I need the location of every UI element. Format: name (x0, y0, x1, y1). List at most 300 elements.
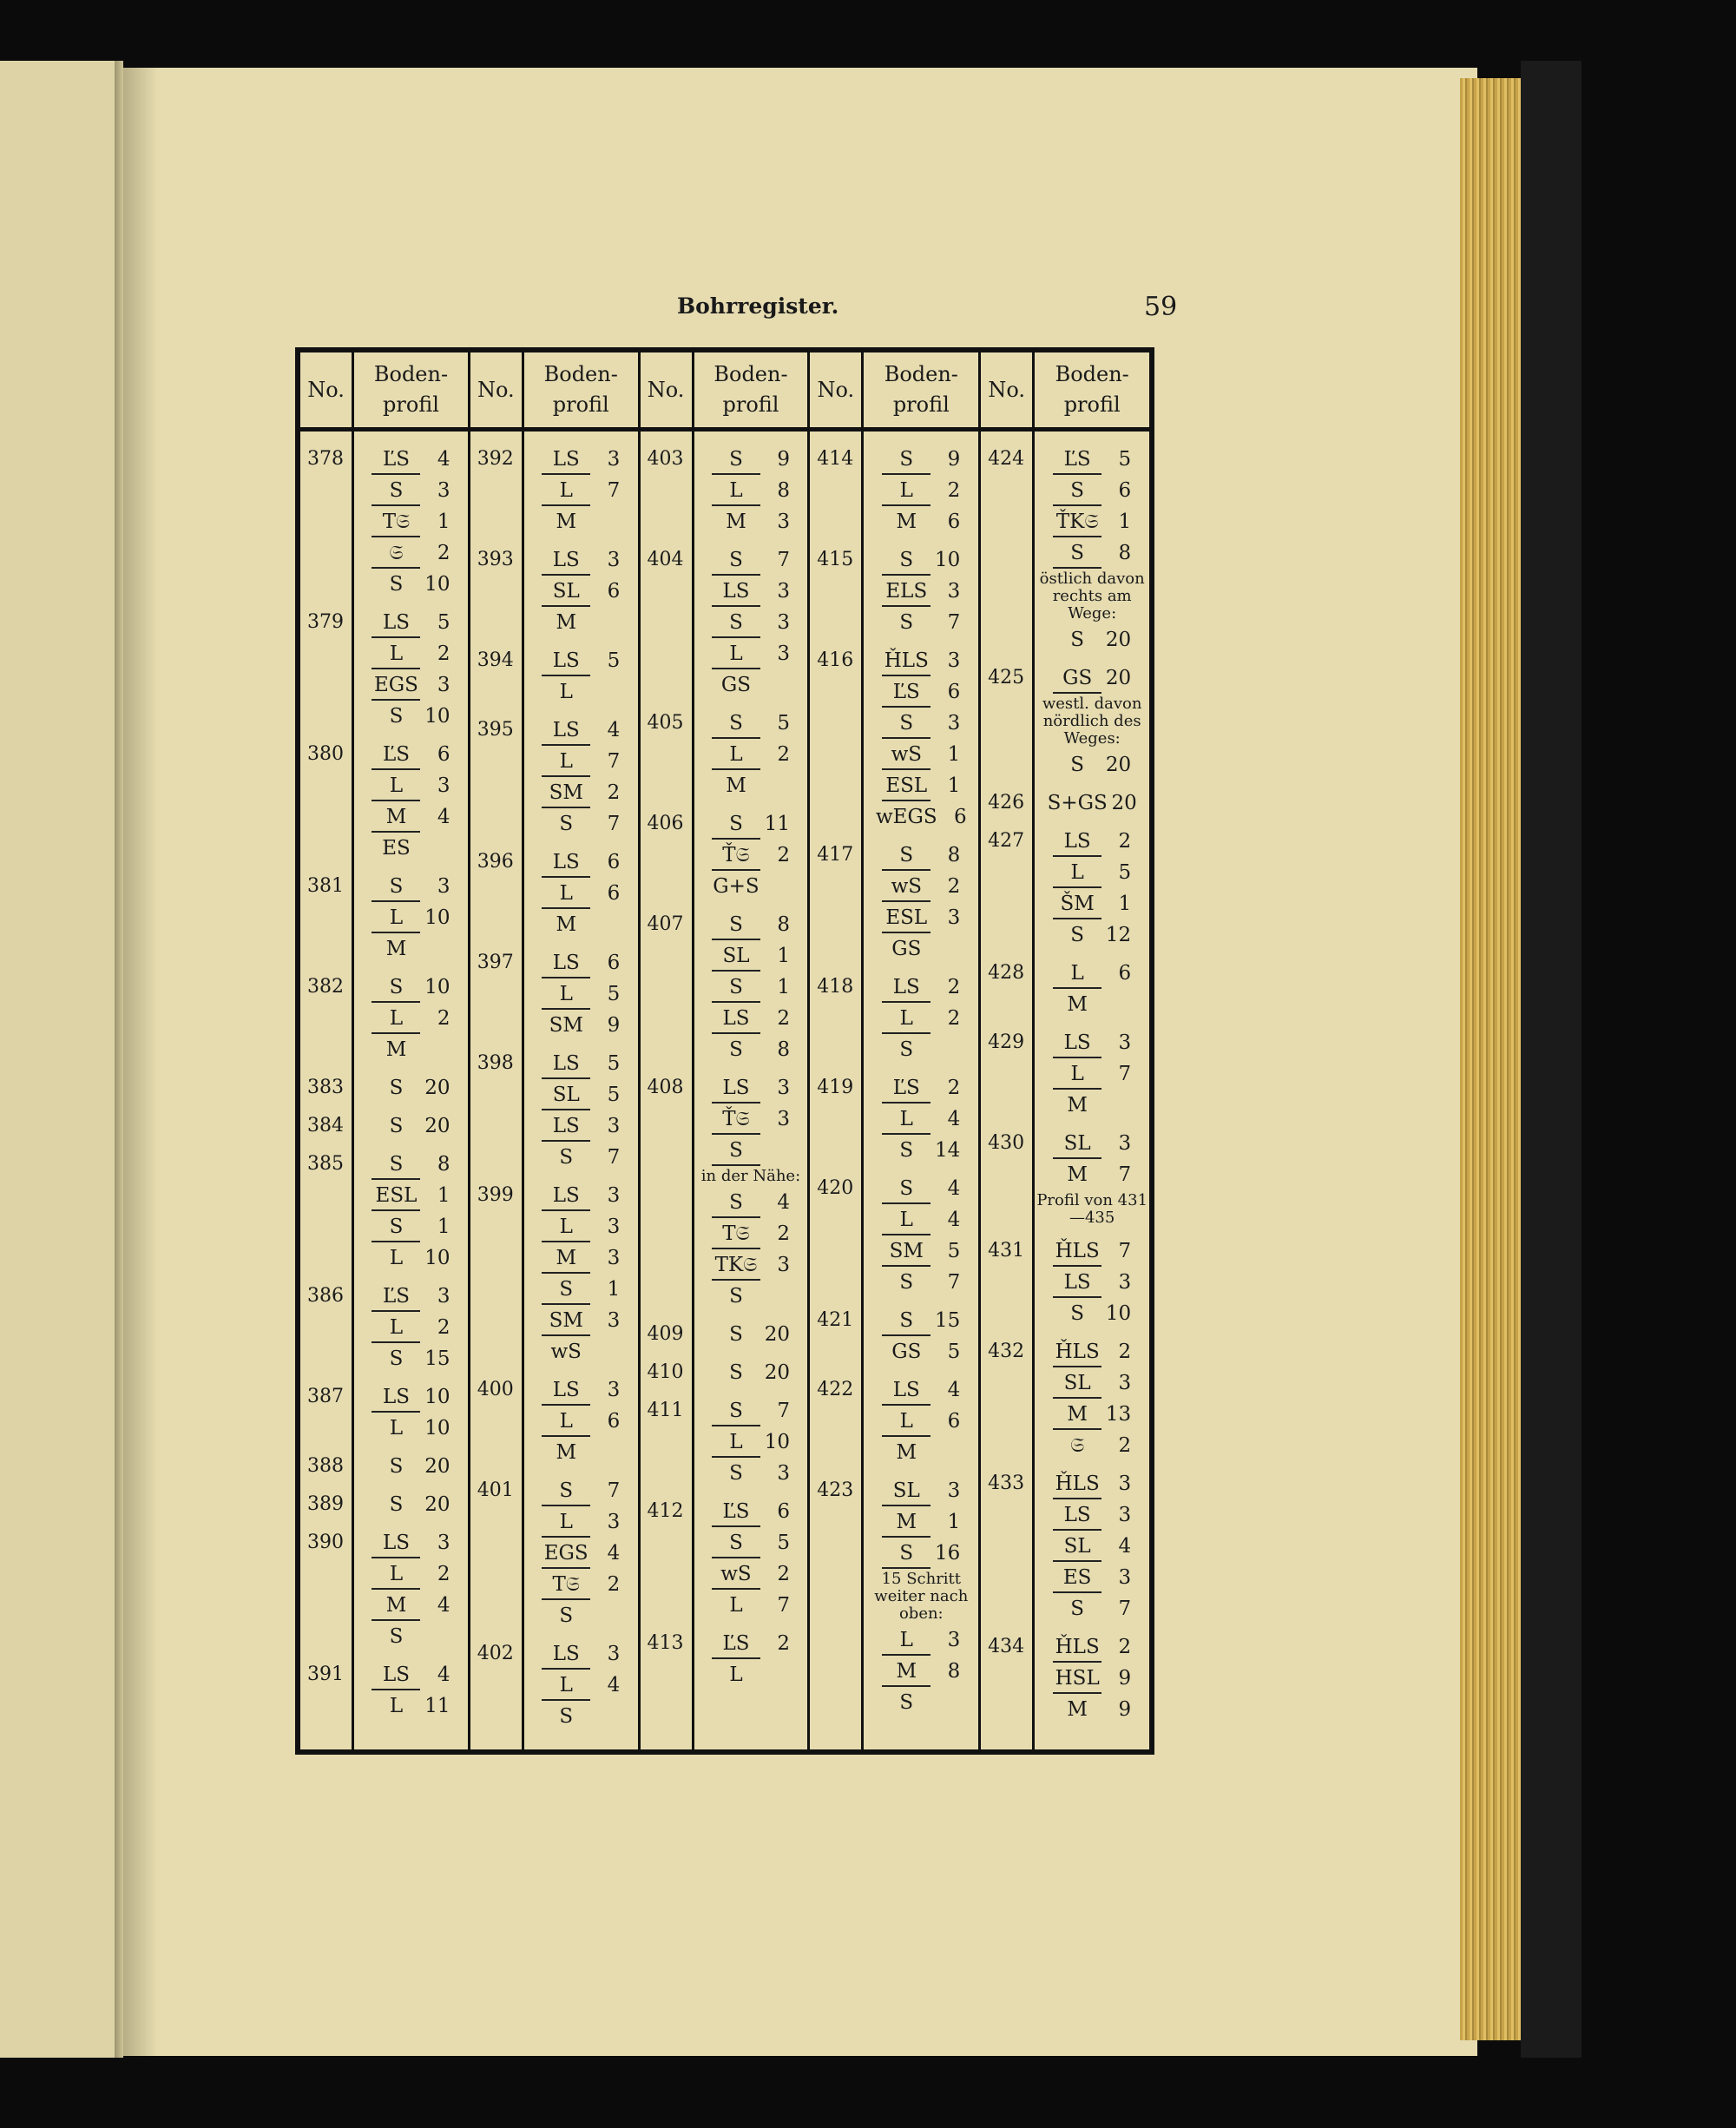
profile-line (864, 1003, 978, 1034)
soil-type: SM (882, 1235, 930, 1267)
bore-number: 388 (307, 1455, 344, 1477)
layer-depth: 1 (777, 976, 790, 998)
profile-line (524, 1274, 638, 1305)
profile-line (694, 1357, 808, 1388)
soil-type: L (372, 770, 420, 801)
profile-line (864, 1374, 978, 1406)
soil-type: ĽS (1053, 444, 1101, 475)
profile-line (864, 1437, 978, 1468)
profile-line (864, 1204, 978, 1235)
bore-number: 420 (817, 1177, 854, 1199)
profile-note: in der Nähe: (700, 1167, 801, 1185)
bore-number-spacer (981, 819, 1032, 826)
entry-gap (864, 537, 978, 544)
profile-line (524, 1475, 638, 1506)
soil-type: ES (382, 837, 411, 860)
bore-number-spacer (300, 770, 352, 871)
soil-type: SM (542, 1305, 590, 1336)
layer-depth: 1 (947, 1511, 961, 1533)
profile-line (354, 638, 468, 669)
bore-number-spacer (810, 871, 861, 972)
profile-line (1035, 1499, 1149, 1531)
soil-type: ĽS (372, 444, 420, 475)
soil-type: S (559, 1604, 574, 1627)
bore-number: 434 (988, 1636, 1025, 1657)
profile-line (354, 801, 468, 833)
bore-number: 383 (307, 1077, 344, 1098)
layer-depth: 2 (777, 1563, 790, 1585)
soil-type: EGS (542, 1538, 590, 1569)
profile-line (354, 1281, 468, 1312)
layer-depth: 6 (953, 806, 967, 828)
soil-type: L (882, 1204, 930, 1235)
entry-gap (524, 840, 638, 847)
layer-depth: 4 (947, 1177, 961, 1200)
layer-depth: 7 (1118, 1240, 1132, 1262)
soil-type: LS (882, 1374, 930, 1406)
soil-type: 𝔖 (372, 537, 420, 569)
layer-depth (1101, 1090, 1131, 1121)
profile-line (354, 1110, 468, 1142)
bore-number: 408 (647, 1077, 684, 1098)
layer-depth: 3 (777, 511, 790, 533)
entry-gap (1035, 1461, 1149, 1468)
profile-line (864, 1406, 978, 1437)
soil-type: ŠM (1053, 888, 1101, 919)
layer-depth: 20 (424, 1077, 450, 1099)
soil-type: S+GS (1047, 792, 1108, 814)
layer-depth: 5 (607, 1084, 621, 1106)
profile-line (864, 1135, 978, 1166)
layer-depth: 1 (777, 945, 790, 967)
profile-line (524, 1406, 638, 1437)
soil-type: M (726, 511, 746, 533)
entry-gap (524, 638, 638, 645)
profile-line (1035, 1027, 1149, 1058)
bore-number-spacer (810, 1406, 861, 1475)
profile-line (524, 1336, 638, 1367)
soil-type: L (542, 1211, 590, 1242)
bore-number: 427 (988, 830, 1025, 852)
profile-line (864, 1475, 978, 1506)
bore-number: 406 (647, 813, 684, 834)
profile-line (524, 607, 638, 638)
layer-depth (590, 676, 620, 708)
layer-depth: 3 (437, 1532, 450, 1554)
profile-line (1035, 857, 1149, 888)
soil-type: S (882, 1538, 930, 1569)
soil-type: S (882, 1305, 930, 1336)
layer-depth: 9 (777, 448, 790, 471)
profile-line (524, 1211, 638, 1242)
layer-depth: 3 (777, 1254, 790, 1276)
soil-type: S (729, 1462, 743, 1485)
soil-type: SM (542, 777, 590, 808)
layer-depth: 7 (947, 1271, 961, 1294)
soil-type: S (389, 705, 404, 728)
bore-number-spacer (810, 1506, 861, 1725)
bore-number: 394 (477, 649, 514, 671)
layer-depth: 9 (1118, 1698, 1132, 1721)
bore-number-spacer (981, 1267, 1032, 1336)
book-gutter-left (115, 61, 123, 2058)
profile-line (1035, 919, 1149, 951)
bodenprofil-column (693, 430, 809, 1753)
profile-line (524, 1048, 638, 1079)
layer-depth: 3 (607, 1216, 621, 1238)
profile-line (354, 1451, 468, 1482)
profile-line (524, 1305, 638, 1336)
soil-type: EGS (372, 669, 420, 701)
profile-line (864, 645, 978, 676)
bore-number-spacer (300, 1003, 352, 1072)
page-number: 59 (1144, 292, 1178, 322)
left-page-edge (0, 61, 115, 2058)
bore-number: 403 (647, 448, 684, 470)
soil-type: S (712, 808, 760, 840)
profile-line (354, 770, 468, 801)
soil-type: LS (372, 1381, 420, 1413)
soil-type: L (729, 1594, 743, 1617)
entry-gap (354, 864, 468, 871)
soil-type: ELS (882, 576, 930, 607)
profile-line (1035, 1399, 1149, 1430)
profile-line (864, 933, 978, 965)
entry-gap (1035, 1121, 1149, 1128)
soil-type: 𝔖 (1070, 1434, 1085, 1457)
bore-number-spacer (810, 1204, 861, 1305)
layer-depth: 2 (607, 1573, 621, 1596)
profile-line (524, 1180, 638, 1211)
layer-depth: 10 (424, 705, 450, 728)
soil-type: M (882, 1656, 930, 1687)
bore-number-spacer (300, 1690, 352, 1729)
layer-depth: 3 (1118, 1504, 1132, 1526)
bore-number: 416 (817, 649, 854, 671)
profile-line (354, 1312, 468, 1343)
bore-number-spacer (470, 978, 522, 1048)
entry-gap (864, 638, 978, 645)
soil-type: S (372, 871, 420, 902)
profile-line (524, 1242, 638, 1274)
layer-depth: 8 (777, 1038, 790, 1061)
layer-depth: 6 (1118, 479, 1132, 502)
soil-type: ȞLS (1053, 1468, 1101, 1499)
profile-line (354, 1659, 468, 1690)
layer-depth: 20 (1105, 629, 1132, 651)
soil-type: M (556, 1441, 576, 1464)
entry-gap (1035, 1229, 1149, 1235)
bore-number-spacer (810, 676, 861, 840)
profile-line (694, 475, 808, 506)
soil-type: LS (542, 1048, 590, 1079)
profile-line (524, 544, 638, 576)
layer-depth: 3 (437, 774, 450, 797)
table-header-row (298, 350, 1152, 430)
col-header-no: No. (980, 350, 1034, 430)
soil-type: LS (372, 1527, 420, 1558)
bore-number-spacer (641, 1659, 692, 1697)
profile-line (1035, 624, 1149, 656)
layer-depth: 3 (607, 1511, 621, 1533)
profile-line (354, 475, 468, 506)
layer-depth (930, 1687, 960, 1718)
layer-depth: 3 (607, 448, 621, 471)
bore-number: 433 (988, 1472, 1025, 1494)
bore-number-spacer (300, 1413, 352, 1451)
soil-type: M (385, 1038, 407, 1061)
entry-gap (524, 1631, 638, 1638)
book-cover-edge (1521, 61, 1581, 2058)
soil-type: G+S (713, 875, 760, 898)
entry-gap (354, 1520, 468, 1527)
layer-depth (590, 1437, 620, 1468)
soil-type: L (542, 475, 590, 506)
bore-number: 413 (647, 1632, 684, 1654)
profile-line (354, 1381, 468, 1413)
layer-depth: 5 (777, 1532, 790, 1554)
layer-depth (760, 1135, 790, 1166)
bore-number: 419 (817, 1077, 854, 1098)
layer-depth: 1 (437, 1184, 450, 1207)
bore-number-spacer (981, 989, 1032, 1027)
entry-gap (864, 1166, 978, 1173)
profile-line (524, 1374, 638, 1406)
soil-type: ȞLS (1053, 1336, 1101, 1367)
profile-line (1035, 1531, 1149, 1562)
profile-line (524, 777, 638, 808)
layer-depth: 1 (437, 1216, 450, 1238)
layer-depth: 6 (607, 882, 621, 905)
entry-gap (354, 1652, 468, 1659)
soil-type: S (712, 1527, 760, 1558)
layer-depth: 8 (947, 844, 961, 866)
entry-gap (524, 1173, 638, 1180)
profile-line (694, 871, 808, 902)
layer-depth: 20 (764, 1361, 790, 1384)
soil-type: S (542, 1475, 590, 1506)
bore-number-spacer (981, 694, 1032, 787)
layer-depth: 1 (947, 743, 961, 766)
entry-gap (694, 1621, 808, 1628)
entry-gap (1035, 1329, 1149, 1336)
profile-line (1035, 1336, 1149, 1367)
profile-line (524, 746, 638, 777)
layer-depth: 7 (607, 813, 621, 835)
profile-line (524, 676, 638, 708)
bore-number: 407 (647, 913, 684, 935)
layer-depth: 5 (947, 1341, 961, 1363)
profile-line (524, 506, 638, 537)
profile-line (864, 972, 978, 1003)
bore-number: 428 (988, 962, 1025, 984)
profile-line (524, 1010, 638, 1041)
profile-line (524, 947, 638, 978)
soil-type: LS (542, 715, 590, 746)
profile-line (864, 871, 978, 902)
soil-type: S (729, 1038, 743, 1061)
profile-line (524, 444, 638, 475)
soil-type: M (556, 611, 576, 634)
soil-type: M (1067, 1094, 1088, 1117)
bore-number: 382 (307, 976, 344, 998)
soil-type: T𝔖 (712, 1218, 760, 1249)
layer-depth: 5 (1118, 861, 1132, 884)
profile-line (694, 909, 808, 940)
bore-number: 378 (307, 448, 344, 470)
layer-depth: 2 (1118, 1341, 1132, 1363)
soil-type: S (542, 1274, 590, 1305)
bore-number: 415 (817, 549, 854, 570)
soil-type: L (372, 1558, 420, 1590)
layer-depth: 3 (437, 479, 450, 502)
layer-depth: 2 (947, 875, 961, 898)
entry-gap (1035, 819, 1149, 826)
soil-type: S (389, 1115, 404, 1137)
layer-depth (930, 1437, 960, 1468)
soil-type: L (882, 1624, 930, 1656)
soil-type: S (372, 1149, 420, 1180)
entry-gap (694, 1489, 808, 1496)
bore-number-column (469, 430, 523, 1753)
profile-line (864, 676, 978, 708)
bore-number: 411 (647, 1400, 684, 1421)
layer-depth: 7 (607, 1146, 621, 1169)
layer-depth: 9 (607, 1014, 621, 1037)
profile-line (694, 1187, 808, 1218)
entry-gap (524, 1367, 638, 1374)
profile-line (864, 1072, 978, 1104)
soil-type: L (542, 1506, 590, 1538)
layer-depth: 4 (437, 448, 450, 471)
layer-depth: 15 (935, 1309, 961, 1332)
profile-line (1035, 1468, 1149, 1499)
profile-line (1035, 1694, 1149, 1725)
layer-depth: 8 (437, 1153, 450, 1176)
soil-type: wS (882, 739, 930, 770)
soil-type: LS (712, 1003, 760, 1034)
bore-number: 401 (477, 1479, 514, 1501)
soil-type: L (542, 1406, 590, 1437)
bore-number-spacer (470, 576, 522, 645)
soil-type: S (389, 573, 404, 596)
bore-number: 402 (477, 1643, 514, 1664)
layer-depth (420, 833, 450, 864)
layer-depth: 10 (935, 549, 961, 571)
layer-depth (760, 770, 790, 801)
profile-line (354, 669, 468, 701)
layer-depth: 20 (1105, 754, 1132, 776)
profile-line (354, 1034, 468, 1065)
layer-depth: 7 (947, 611, 961, 634)
layer-depth (420, 1621, 450, 1652)
profile-line (354, 1180, 468, 1211)
bore-number-spacer (470, 746, 522, 847)
bodenprofil-column (1034, 430, 1152, 1753)
soil-type: T𝔖 (372, 506, 420, 537)
profile-line (864, 1687, 978, 1718)
bore-number: 393 (477, 549, 514, 570)
profile-line (354, 506, 468, 537)
layer-depth: 3 (437, 875, 450, 898)
profile-line (694, 840, 808, 871)
soil-type: ĽS (712, 1496, 760, 1527)
soil-type: M (1053, 1399, 1101, 1430)
bore-number-spacer (470, 676, 522, 715)
book-gutter-shadow (123, 68, 158, 2056)
profile-line (694, 940, 808, 972)
soil-type: L (389, 1247, 404, 1269)
bore-number-spacer (470, 1406, 522, 1475)
bore-number: 389 (307, 1493, 344, 1515)
profile-line (864, 475, 978, 506)
soil-type: S (712, 444, 760, 475)
bore-number: 412 (647, 1500, 684, 1522)
bore-number-spacer (981, 1367, 1032, 1468)
running-header-title: Bohrregister. (677, 293, 839, 319)
bohrregister-table (295, 347, 1154, 1755)
bore-number: 424 (988, 448, 1025, 470)
profile-line (1035, 958, 1149, 989)
layer-depth: 2 (437, 1007, 450, 1030)
soil-type: L (559, 681, 573, 703)
layer-depth (590, 1600, 620, 1631)
profile-line (354, 1149, 468, 1180)
layer-depth (590, 1701, 620, 1732)
profile-note: westl. davon nördlich des Weges: (1042, 695, 1142, 748)
bore-number-spacer (641, 739, 692, 808)
soil-type: LS (1053, 1267, 1101, 1298)
layer-depth: 4 (437, 1664, 450, 1686)
layer-depth: 1 (1118, 511, 1132, 533)
bore-number-spacer (641, 1527, 692, 1628)
entry-gap (694, 701, 808, 708)
soil-type: L (1053, 857, 1101, 888)
layer-depth: 2 (777, 743, 790, 766)
soil-type: ES (1053, 1562, 1101, 1593)
profile-line (524, 1600, 638, 1631)
soil-type: S (899, 611, 914, 634)
profile-line (1035, 1159, 1149, 1190)
layer-depth: 5 (1118, 448, 1132, 471)
soil-type: M (542, 1242, 590, 1274)
layer-depth: 2 (947, 976, 961, 998)
profile-line (694, 1558, 808, 1590)
bore-number-spacer (810, 576, 861, 645)
layer-depth: 3 (607, 1115, 621, 1137)
entry-gap (1035, 1624, 1149, 1631)
soil-type: S (1070, 629, 1085, 651)
bore-number: 429 (988, 1031, 1025, 1053)
soil-type: L (542, 878, 590, 909)
bore-number: 432 (988, 1341, 1025, 1362)
soil-type: LS (882, 972, 930, 1003)
profile-line (864, 840, 978, 871)
profile-line (524, 1110, 638, 1142)
bore-number-spacer (641, 1426, 692, 1496)
soil-type: S (389, 1077, 404, 1099)
profile-line (864, 1034, 978, 1065)
profile-line (524, 1569, 638, 1600)
soil-type: T𝔖 (542, 1569, 590, 1600)
layer-depth: 2 (777, 1222, 790, 1245)
soil-type: ŤK𝔖 (1053, 506, 1101, 537)
entry-gap (354, 965, 468, 972)
soil-type: S (899, 1271, 914, 1294)
profile-line (1035, 506, 1149, 537)
layer-depth: 2 (947, 1007, 961, 1030)
soil-type: LS (712, 576, 760, 607)
